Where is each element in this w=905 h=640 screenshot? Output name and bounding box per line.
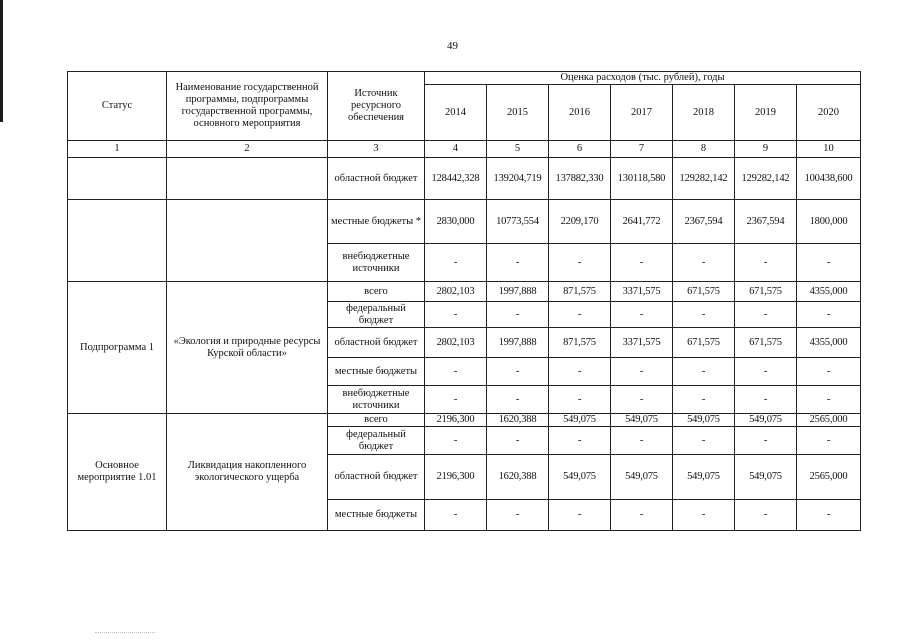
value-cell: -: [487, 427, 549, 455]
value-cell: 1620,388: [487, 414, 549, 427]
column-number: 1: [68, 141, 167, 158]
page-number: 49: [447, 40, 458, 52]
value-cell: -: [425, 358, 487, 386]
source-cell: внебюджетные источники: [328, 244, 425, 282]
source-cell: местные бюджеты: [328, 358, 425, 386]
value-cell: 549,075: [735, 414, 797, 427]
value-cell: -: [735, 386, 797, 414]
value-cell: 1620,388: [487, 455, 549, 500]
value-cell: 871,575: [549, 328, 611, 358]
source-cell: местные бюджеты *: [328, 200, 425, 244]
column-number: 4: [425, 141, 487, 158]
value-cell: -: [797, 427, 861, 455]
value-cell: 100438,600: [797, 158, 861, 200]
header-year: 2019: [735, 85, 797, 141]
faint-footer-mark: [95, 632, 155, 635]
value-cell: -: [425, 302, 487, 328]
value-cell: -: [797, 500, 861, 531]
value-cell: -: [735, 244, 797, 282]
value-cell: 137882,330: [549, 158, 611, 200]
value-cell: -: [425, 500, 487, 531]
header-year: 2014: [425, 85, 487, 141]
value-cell: 2565,000: [797, 414, 861, 427]
source-cell: внебюджетные источники: [328, 386, 425, 414]
value-cell: -: [487, 302, 549, 328]
value-cell: -: [487, 386, 549, 414]
value-cell: -: [611, 500, 673, 531]
value-cell: -: [797, 386, 861, 414]
value-cell: 2830,000: [425, 200, 487, 244]
value-cell: -: [549, 244, 611, 282]
name-cell-empty: [167, 158, 328, 200]
subprogram-name: «Экология и природные ресурсы Курской области»: [167, 282, 328, 414]
value-cell: 4355,000: [797, 282, 861, 302]
value-cell: 671,575: [735, 328, 797, 358]
table-row: [68, 414, 861, 427]
header-status: Статус: [68, 72, 167, 141]
source-cell: федеральный бюджет: [328, 302, 425, 328]
value-cell: 2367,594: [735, 200, 797, 244]
value-cell: 549,075: [611, 414, 673, 427]
value-cell: -: [735, 302, 797, 328]
value-cell: -: [797, 358, 861, 386]
value-cell: -: [611, 427, 673, 455]
table-row: [68, 158, 861, 200]
value-cell: -: [425, 244, 487, 282]
value-cell: -: [549, 386, 611, 414]
value-cell: -: [673, 427, 735, 455]
status-cell-empty: [68, 200, 167, 282]
header-program-name: Наименование государственной программы, подпрограммы государственной программы, основного мероприятия: [167, 72, 328, 141]
scan-edge-bar: [0, 0, 3, 122]
column-number: 2: [167, 141, 328, 158]
value-cell: -: [611, 386, 673, 414]
value-cell: 2641,772: [611, 200, 673, 244]
value-cell: -: [487, 244, 549, 282]
value-cell: 549,075: [673, 414, 735, 427]
resource-table: [67, 71, 861, 531]
value-cell: 1997,888: [487, 328, 549, 358]
value-cell: -: [797, 302, 861, 328]
value-cell: 4355,000: [797, 328, 861, 358]
value-cell: 130118,580: [611, 158, 673, 200]
value-cell: -: [425, 427, 487, 455]
value-cell: 139204,719: [487, 158, 549, 200]
header-source: Источник ресурсного обеспечения: [328, 72, 425, 141]
value-cell: 10773,554: [487, 200, 549, 244]
source-cell: областной бюджет: [328, 455, 425, 500]
measure-status: Основное мероприятие 1.01: [68, 414, 167, 531]
value-cell: 2802,103: [425, 282, 487, 302]
header-year: 2015: [487, 85, 549, 141]
value-cell: 129282,142: [735, 158, 797, 200]
value-cell: -: [735, 500, 797, 531]
value-cell: 3371,575: [611, 282, 673, 302]
value-cell: 2802,103: [425, 328, 487, 358]
value-cell: -: [487, 500, 549, 531]
table-row: [68, 200, 861, 244]
value-cell: -: [797, 244, 861, 282]
value-cell: -: [673, 302, 735, 328]
value-cell: 549,075: [735, 455, 797, 500]
measure-name: Ликвидация накопленного экологического ущерба: [167, 414, 328, 531]
value-cell: 871,575: [549, 282, 611, 302]
column-number: 5: [487, 141, 549, 158]
value-cell: -: [611, 302, 673, 328]
value-cell: 129282,142: [673, 158, 735, 200]
header-year: 2016: [549, 85, 611, 141]
column-number: 6: [549, 141, 611, 158]
value-cell: 2196,300: [425, 414, 487, 427]
value-cell: -: [549, 302, 611, 328]
source-cell: областной бюджет: [328, 158, 425, 200]
value-cell: -: [425, 386, 487, 414]
value-cell: -: [611, 358, 673, 386]
header-year: 2018: [673, 85, 735, 141]
value-cell: -: [735, 358, 797, 386]
value-cell: 549,075: [549, 455, 611, 500]
value-cell: -: [549, 358, 611, 386]
value-cell: -: [673, 386, 735, 414]
name-cell-empty: [167, 200, 328, 282]
value-cell: -: [735, 427, 797, 455]
value-cell: 128442,328: [425, 158, 487, 200]
source-cell: областной бюджет: [328, 328, 425, 358]
value-cell: 549,075: [611, 455, 673, 500]
table-row: [68, 282, 861, 302]
value-cell: -: [673, 500, 735, 531]
value-cell: 1800,000: [797, 200, 861, 244]
subprogram-status: Подпрограмма 1: [68, 282, 167, 414]
value-cell: 671,575: [673, 282, 735, 302]
value-cell: 549,075: [673, 455, 735, 500]
value-cell: 2196,300: [425, 455, 487, 500]
value-cell: 671,575: [673, 328, 735, 358]
column-number: 10: [797, 141, 861, 158]
header-year: 2017: [611, 85, 673, 141]
value-cell: 1997,888: [487, 282, 549, 302]
value-cell: 3371,575: [611, 328, 673, 358]
column-number: 3: [328, 141, 425, 158]
value-cell: 2367,594: [673, 200, 735, 244]
value-cell: 671,575: [735, 282, 797, 302]
header-year: 2020: [797, 85, 861, 141]
status-cell-empty: [68, 158, 167, 200]
column-number: 9: [735, 141, 797, 158]
column-number: 8: [673, 141, 735, 158]
source-cell: всего: [328, 282, 425, 302]
header-estimate: Оценка расходов (тыс. рублей), годы: [425, 72, 861, 85]
value-cell: -: [611, 244, 673, 282]
column-number-row: [68, 141, 861, 158]
value-cell: 2209,170: [549, 200, 611, 244]
value-cell: 2565,000: [797, 455, 861, 500]
source-cell: федеральный бюджет: [328, 427, 425, 455]
value-cell: 549,075: [549, 414, 611, 427]
value-cell: -: [549, 427, 611, 455]
value-cell: -: [673, 244, 735, 282]
value-cell: -: [549, 500, 611, 531]
value-cell: -: [673, 358, 735, 386]
source-cell: местные бюджеты: [328, 500, 425, 531]
value-cell: -: [487, 358, 549, 386]
source-cell: всего: [328, 414, 425, 427]
column-number: 7: [611, 141, 673, 158]
